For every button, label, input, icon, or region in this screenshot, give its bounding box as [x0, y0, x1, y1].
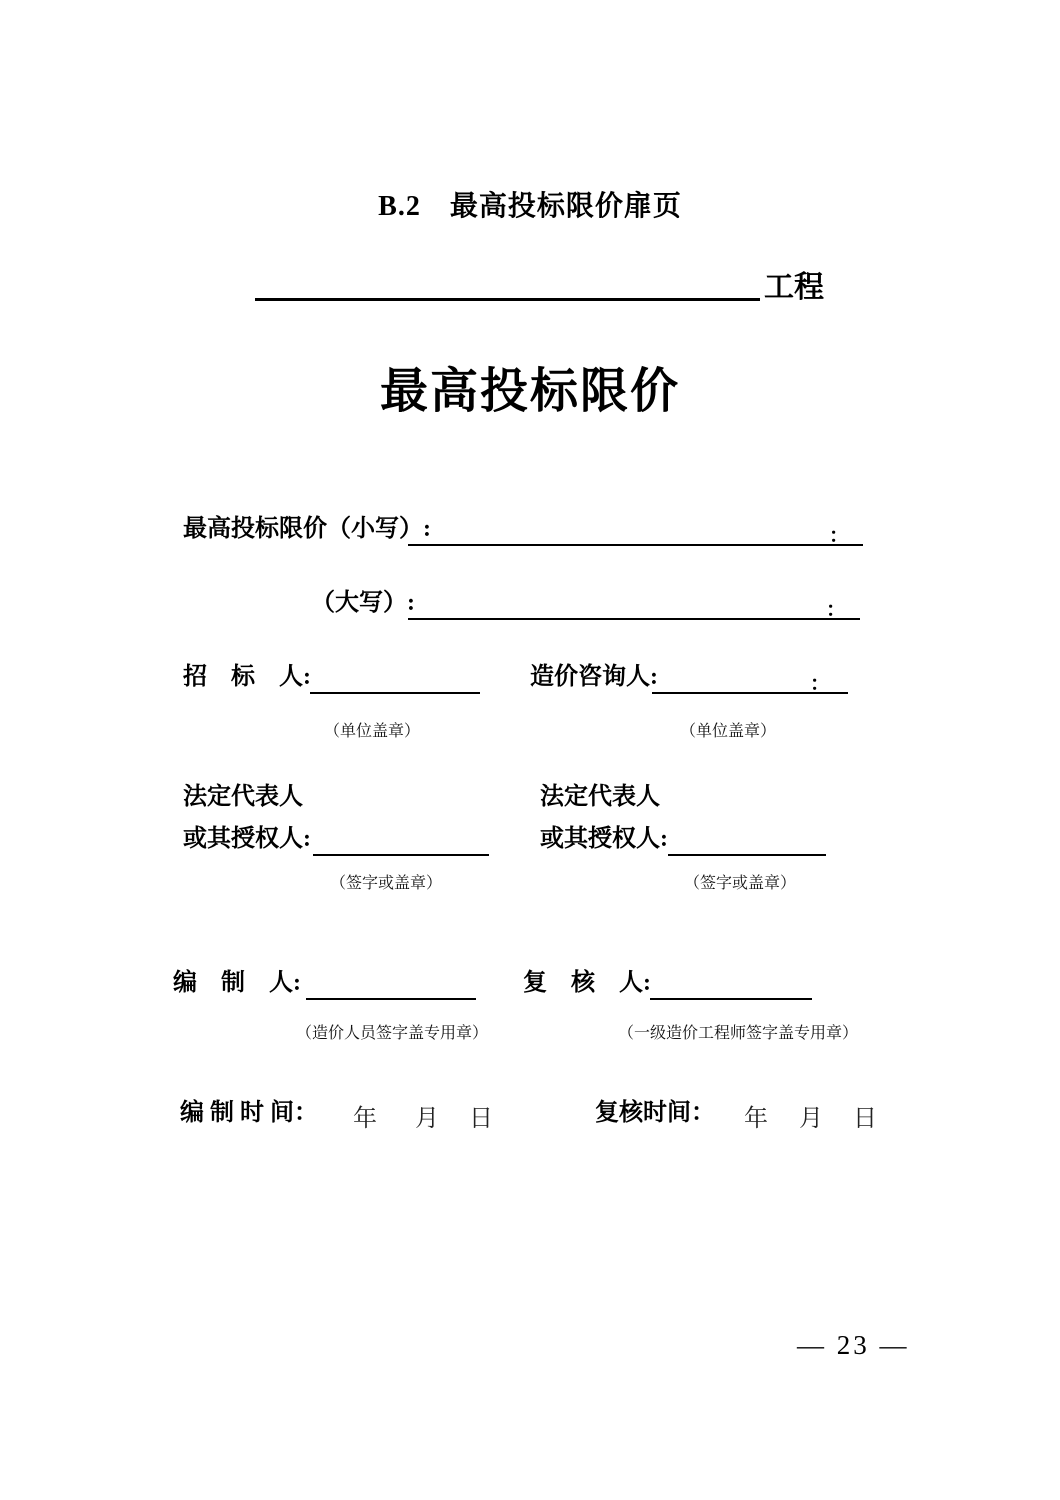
page-number: — 23 —: [797, 1330, 910, 1360]
price-big-label: （大写）:: [311, 590, 415, 616]
unit-seal-caption-right: （单位盖章）: [680, 723, 777, 740]
tenderer-blank-line: [310, 664, 480, 694]
sign-seal-caption-right: （签字或盖章）: [684, 875, 797, 892]
compiler-caption: （造价人员签字盖专用章）: [296, 1025, 489, 1042]
review-time-month: 月: [799, 1106, 823, 1132]
price-small-blank-line: [408, 516, 863, 546]
main-title: 最高投标限价: [379, 365, 680, 418]
legal-rep-left-blank-line: [313, 826, 489, 856]
reviewer-caption: （一级造价工程师签字盖专用章）: [618, 1025, 859, 1042]
compile-time-month: 月: [415, 1106, 439, 1132]
tenderer-label: 招 标 人:: [183, 664, 311, 690]
reviewer-blank-line: [650, 970, 812, 1000]
compiler-label: 编 制 人:: [173, 970, 301, 996]
price-small-label: 最高投标限价（小写）:: [183, 516, 431, 542]
review-time-year: 年: [744, 1106, 768, 1132]
legal-rep-right-line2: 或其授权人:: [540, 826, 668, 852]
reviewer-label: 复 核 人:: [523, 970, 651, 996]
review-time-day: 日: [853, 1106, 877, 1132]
consultant-tail: ：: [810, 673, 830, 695]
sign-seal-caption-left: （签字或盖章）: [330, 875, 443, 892]
section-title: B.2 最高投标限价扉页: [378, 191, 682, 222]
compile-time-label: 编 制 时 间：: [180, 1100, 318, 1126]
legal-rep-left-line1: 法定代表人: [183, 784, 303, 810]
legal-rep-right-blank-line: [668, 826, 826, 856]
project-name-blank-line: [255, 262, 760, 301]
project-suffix: 工程: [764, 271, 824, 304]
consultant-label: 造价咨询人:: [530, 664, 658, 690]
review-time-label: 复核时间：: [595, 1100, 715, 1126]
compile-time-year: 年: [353, 1106, 377, 1132]
compile-time-day: 日: [469, 1106, 493, 1132]
unit-seal-caption-left: （单位盖章）: [324, 723, 421, 740]
legal-rep-right-line1: 法定代表人: [540, 784, 660, 810]
price-small-tail: ：: [829, 525, 849, 547]
consultant-blank-line: [652, 664, 848, 694]
compiler-blank-line: [306, 970, 476, 1000]
legal-rep-left-line2: 或其授权人:: [183, 826, 311, 852]
price-big-blank-line: [408, 590, 860, 620]
price-big-tail: ：: [826, 599, 846, 621]
